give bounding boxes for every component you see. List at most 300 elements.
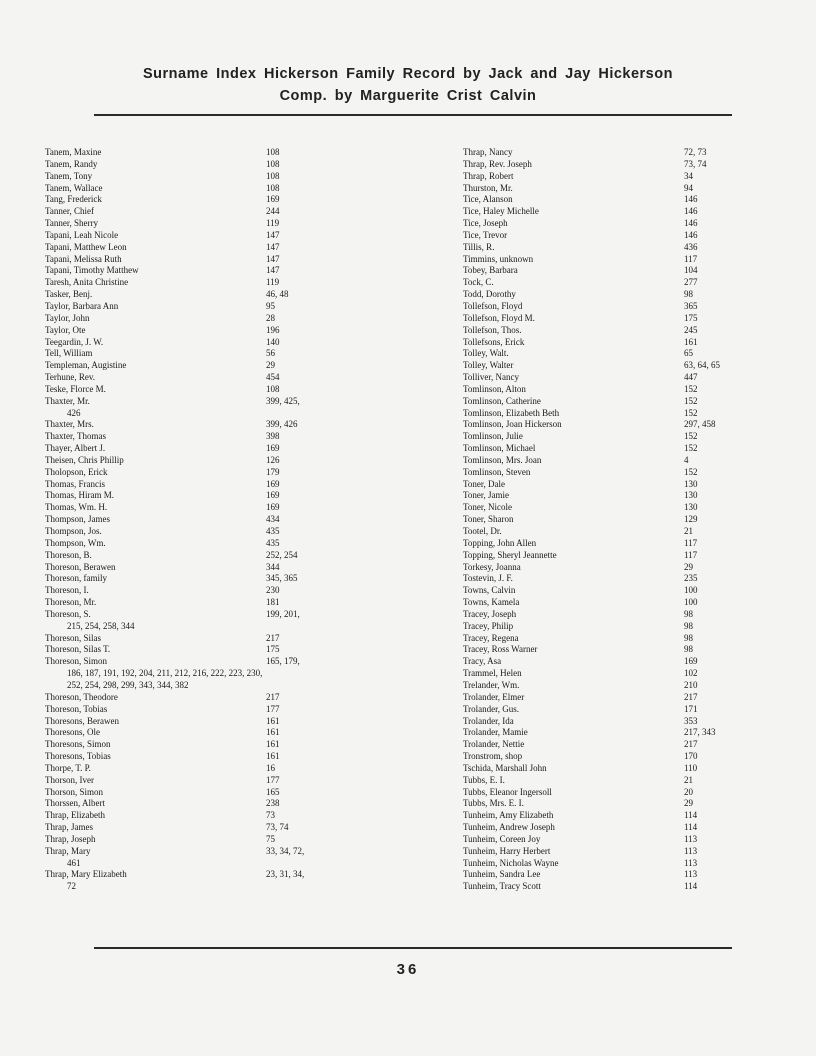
entry-name: Tracey, Philip (463, 620, 514, 631)
entry-name: Tunheim, Andrew Joseph (463, 822, 555, 833)
index-entry (463, 585, 743, 597)
index-entry (45, 763, 375, 775)
entry-pages: 170 (684, 751, 698, 762)
entry-pages: 4 (684, 454, 689, 465)
footer-rule (94, 947, 732, 949)
entry-name: Trammel, Helen (463, 668, 522, 679)
entry-name: Tanner, Sherry (45, 218, 98, 229)
index-entry (463, 704, 743, 716)
entry-name: Thrap, Rev. Joseph (463, 158, 532, 169)
index-entry (463, 301, 743, 313)
entry-name: Thompson, Jos. (45, 526, 102, 536)
entry-pages: 146 (684, 206, 698, 217)
entry-pages: 33, 34, 72, (266, 845, 305, 856)
index-entry (463, 443, 743, 455)
entry-pages: 152 (684, 395, 698, 406)
entry-pages: 29 (684, 561, 693, 572)
entry-name: Thoresons, Berawen (45, 715, 119, 726)
entry-pages: 217 (266, 691, 280, 702)
entry-name: Todd, Dorothy (463, 289, 516, 300)
index-entry (463, 183, 743, 195)
entry-pages: 436 (684, 241, 698, 252)
entry-pages: 245 (684, 324, 698, 335)
index-entry (45, 490, 375, 502)
index-entry (463, 455, 743, 467)
entry-pages: 447 (684, 372, 698, 383)
index-entry (45, 206, 375, 218)
entry-name: Thrap, James (45, 822, 93, 833)
index-entry (463, 869, 743, 881)
entry-pages: 161 (266, 715, 280, 726)
index-entry (463, 822, 743, 834)
index-entry (463, 337, 743, 349)
entry-pages: 65 (684, 348, 693, 359)
entry-pages: 199, 201, (266, 608, 300, 619)
entry-pages: 114 (684, 822, 698, 833)
entry-name: Trolander, Elmer (463, 691, 525, 702)
entry-name: Taylor, Barbara Ann (45, 300, 119, 311)
entry-pages: 98 (684, 620, 693, 631)
entry-name: Thoreson, Mr. (45, 597, 97, 608)
entry-pages: 100 (684, 585, 698, 596)
index-entry (463, 633, 743, 645)
entry-pages: 435 (266, 526, 280, 536)
entry-name: Thrap, Elizabeth (45, 810, 105, 821)
entry-pages: 16 (266, 762, 275, 773)
index-entry (45, 443, 375, 455)
index-entry (45, 633, 375, 645)
entry-pages: 108 (266, 182, 280, 193)
entry-name: Thorssen, Albert (45, 798, 105, 809)
index-entry (45, 514, 375, 526)
index-entry (463, 254, 743, 266)
entry-pages: 175 (684, 312, 698, 323)
index-entry (45, 159, 375, 171)
entry-name: Thoreson, I. (45, 585, 89, 596)
entry-pages: 398 (266, 431, 280, 442)
entry-name: Teske, Florce M. (45, 383, 106, 394)
index-entry (463, 479, 743, 491)
entry-name: Thomas, Hiram M. (45, 490, 114, 501)
entry-name: Tunheim, Amy Elizabeth (463, 810, 554, 821)
entry-name: Teegardin, J. W. (45, 336, 104, 347)
index-entry (463, 775, 743, 787)
entry-pages: 152 (684, 466, 698, 477)
entry-pages: 252, 254 (266, 549, 298, 560)
index-entry (463, 502, 743, 514)
entry-pages: 63, 64, 65 (684, 360, 720, 371)
entry-pages: 119 (266, 218, 280, 229)
entry-name: Tunheim, Tracy Scott (463, 881, 541, 892)
index-column-left (45, 147, 375, 893)
entry-pages: 169 (266, 502, 280, 513)
index-entry (45, 739, 375, 751)
entry-pages: 169 (266, 194, 280, 205)
index-entry (463, 573, 743, 585)
index-entry (45, 313, 375, 325)
index-entry (45, 538, 375, 550)
entry-name: Thoreson, Berawen (45, 561, 116, 572)
entry-name: Thompson, James (45, 514, 110, 525)
entry-name: Tanem, Wallace (45, 182, 103, 193)
entry-name: Tice, Trevor (463, 229, 508, 240)
entry-name: Tomlinson, Mrs. Joan (463, 454, 542, 465)
index-entry (45, 751, 375, 763)
entry-pages: 73, 74 (684, 158, 707, 169)
entry-name: Tomlinson, Julie (463, 431, 523, 442)
entry-pages: 34 (684, 170, 693, 181)
entry-pages: 147 (266, 241, 280, 252)
index-entry (463, 692, 743, 704)
index-entry (45, 727, 375, 739)
entry-name: Thoreson, S. (45, 608, 91, 619)
index-entry (463, 727, 743, 739)
entry-name: Thorson, Simon (45, 786, 104, 797)
entry-name: Taylor, John (45, 312, 90, 323)
index-entry (463, 230, 743, 242)
index-entry (463, 265, 743, 277)
entry-name: Tunheim, Harry Herbert (463, 845, 551, 856)
entry-name: Thoreson, Theodore (45, 691, 118, 702)
entry-pages-continued: 461 (67, 857, 81, 868)
index-entry (45, 869, 375, 893)
index-entry (45, 787, 375, 799)
index-entry (45, 419, 375, 431)
entry-name: Tollefsons, Erick (463, 336, 525, 347)
entry-name: Trelander, Wm. (463, 679, 520, 690)
index-entry (463, 147, 743, 159)
entry-pages: 102 (684, 668, 698, 679)
entry-pages: 353 (684, 715, 698, 726)
entry-pages: 171 (684, 703, 698, 714)
entry-pages: 117 (684, 253, 698, 264)
index-entry (463, 810, 743, 822)
entry-name: Tunheim, Sandra Lee (463, 869, 541, 880)
index-entry (463, 881, 743, 893)
entry-name: Tillis, R. (463, 241, 495, 252)
index-entry (463, 325, 743, 337)
entry-name: Trolander, Gus. (463, 703, 520, 714)
index-entry (463, 597, 743, 609)
index-entry (463, 846, 743, 858)
entry-pages: 108 (266, 383, 280, 394)
entry-pages: 399, 425, (266, 395, 300, 406)
entry-name: Tracy, Asa (463, 656, 502, 667)
entry-name: Tice, Haley Michelle (463, 206, 539, 217)
entry-pages: 345, 365 (266, 573, 298, 584)
index-entry (463, 218, 743, 230)
index-entry (463, 277, 743, 289)
entry-name: Tubbs, Eleanor Ingersoll (463, 786, 552, 797)
entry-name: Tanem, Maxine (45, 147, 102, 157)
entry-name: Tomlinson, Steven (463, 466, 531, 477)
entry-pages: 130 (684, 502, 698, 513)
index-entry (45, 716, 375, 728)
entry-pages: 23, 31, 34, (266, 869, 305, 880)
entry-pages: 344 (266, 561, 280, 572)
entry-pages: 114 (684, 881, 698, 892)
index-entry (463, 858, 743, 870)
entry-name: Tubbs, E. I. (463, 774, 505, 785)
header-rule (94, 114, 732, 116)
index-entry (463, 514, 743, 526)
index-entry (463, 609, 743, 621)
entry-name: Tollefson, Thos. (463, 324, 522, 335)
entry-name: Trolander, Mamie (463, 727, 528, 738)
entry-pages: 217, 343 (684, 727, 716, 738)
entry-name: Theisen, Chris Phillip (45, 454, 124, 465)
entry-pages: 95 (266, 300, 275, 311)
entry-pages: 365 (684, 300, 698, 311)
index-entry (463, 384, 743, 396)
entry-name: Thoreson, B. (45, 549, 92, 560)
entry-pages: 113 (684, 857, 698, 868)
entry-name: Tomlinson, Joan Hickerson (463, 419, 562, 430)
index-entry (45, 775, 375, 787)
entry-name: Tapani, Matthew Leon (45, 241, 127, 252)
entry-name: Taresh, Anita Christine (45, 277, 129, 288)
entry-name: Thrap, Nancy (463, 147, 513, 157)
index-entry (45, 834, 375, 846)
entry-name: Towns, Kamela (463, 597, 520, 608)
entry-name: Tunheim, Nicholas Wayne (463, 857, 559, 868)
index-entry (45, 384, 375, 396)
entry-name: Torkesy, Joanna (463, 561, 521, 572)
entry-name: Tapani, Leah Nicole (45, 229, 119, 240)
entry-pages: 21 (684, 774, 693, 785)
index-entry (45, 254, 375, 266)
entry-name: Thoreson, Simon (45, 656, 107, 667)
entry-pages: 75 (266, 833, 275, 844)
index-entry (45, 431, 375, 443)
entry-pages: 196 (266, 324, 280, 335)
entry-pages: 152 (684, 383, 698, 394)
index-entry (463, 206, 743, 218)
index-entry (45, 656, 375, 692)
entry-name: Tronstrom, shop (463, 751, 523, 762)
index-entry (463, 242, 743, 254)
entry-pages: 98 (684, 608, 693, 619)
entry-pages: 177 (266, 774, 280, 785)
index-entry (463, 490, 743, 502)
index-entry (463, 313, 743, 325)
index-column-right (463, 147, 743, 893)
entry-pages: 100 (684, 597, 698, 608)
index-entry (463, 159, 743, 171)
index-entry (463, 171, 743, 183)
index-entry (463, 467, 743, 479)
index-entry (45, 609, 375, 633)
entry-pages: 98 (684, 644, 693, 655)
entry-name: Tolley, Walt. (463, 348, 509, 359)
index-entry (45, 704, 375, 716)
entry-pages: 169 (266, 478, 280, 489)
entry-pages: 169 (266, 490, 280, 501)
entry-name: Tomlinson, Elizabeth Beth (463, 407, 560, 418)
entry-name: Tollefson, Floyd M. (463, 312, 535, 323)
index-entry (45, 325, 375, 337)
entry-name: Tracey, Joseph (463, 608, 517, 619)
index-entry (463, 739, 743, 751)
index-entry (463, 716, 743, 728)
entry-name: Trolander, Ida (463, 715, 514, 726)
entry-name: Trolander, Nettie (463, 739, 525, 750)
entry-name: Tice, Alanson (463, 194, 513, 205)
index-entry (45, 526, 375, 538)
entry-name: Timmins, unknown (463, 253, 534, 264)
entry-name: Tobey, Barbara (463, 265, 518, 276)
entry-pages: 161 (684, 336, 698, 347)
entry-pages: 21 (684, 526, 693, 536)
entry-pages: 98 (684, 632, 693, 643)
index-entry (45, 277, 375, 289)
entry-name: Tollefson, Floyd (463, 300, 523, 311)
entry-pages: 230 (266, 585, 280, 596)
entry-pages: 108 (266, 147, 280, 157)
entry-pages-continued: 252, 254, 298, 299, 343, 344, 382 (67, 679, 189, 690)
entry-pages: 126 (266, 454, 280, 465)
entry-pages: 147 (266, 253, 280, 264)
entry-name: Thayer, Albert J. (45, 443, 106, 454)
entry-pages: 29 (684, 798, 693, 809)
entry-pages-continued: 72 (67, 881, 76, 892)
entry-pages: 20 (684, 786, 693, 797)
entry-pages: 210 (684, 679, 698, 690)
entry-pages: 434 (266, 514, 280, 525)
entry-pages: 179 (266, 466, 280, 477)
entry-name: Thrap, Joseph (45, 833, 96, 844)
entry-name: Toner, Dale (463, 478, 505, 489)
entry-name: Tomlinson, Michael (463, 443, 536, 454)
index-entry (463, 656, 743, 668)
entry-pages: 130 (684, 478, 698, 489)
entry-pages: 146 (684, 229, 698, 240)
index-entry (45, 230, 375, 242)
entry-pages: 130 (684, 490, 698, 501)
index-entry (45, 242, 375, 254)
entry-pages: 73, 74 (266, 822, 289, 833)
entry-name: Tasker, Benj. (45, 289, 93, 300)
entry-pages: 175 (266, 644, 280, 655)
index-entry (45, 810, 375, 822)
entry-name: Tomlinson, Catherine (463, 395, 541, 406)
entry-name: Tice, Joseph (463, 218, 508, 229)
document-title: Surname Index Hickerson Family Record by Jack and Jay Hickerson (143, 66, 673, 82)
entry-pages-continued: 426 (67, 407, 81, 418)
index-entry (45, 337, 375, 349)
index-entry (45, 846, 375, 870)
index-entry (45, 479, 375, 491)
index-entry (463, 550, 743, 562)
entry-name: Tostevin, J. F. (463, 573, 513, 584)
entry-name: Terhune, Rev. (45, 372, 96, 383)
entry-name: Thrap, Robert (463, 170, 514, 181)
entry-pages: 217 (684, 691, 698, 702)
entry-pages: 169 (266, 443, 280, 454)
entry-name: Thoreson, Tobias (45, 703, 108, 714)
entry-name: Toner, Jamie (463, 490, 509, 501)
entry-name: Thoresons, Simon (45, 739, 111, 750)
entry-pages: 72, 73 (684, 147, 707, 157)
entry-name: Thoresons, Ole (45, 727, 100, 738)
entry-pages: 217 (266, 632, 280, 643)
entry-name: Thaxter, Mrs. (45, 419, 94, 430)
entry-name: Thorson, Iver (45, 774, 94, 785)
entry-name: Thurston, Mr. (463, 182, 513, 193)
entry-pages: 140 (266, 336, 280, 347)
entry-pages: 454 (266, 372, 280, 383)
index-entry (463, 431, 743, 443)
page-number: 36 (396, 961, 420, 978)
entry-pages: 165 (266, 786, 280, 797)
entry-name: Taylor, Ote (45, 324, 86, 335)
index-entry (463, 644, 743, 656)
index-entry (45, 265, 375, 277)
entry-name: Tootel, Dr. (463, 526, 502, 536)
entry-name: Thomas, Wm. H. (45, 502, 108, 513)
entry-pages: 56 (266, 348, 275, 359)
entry-name: Tanem, Randy (45, 158, 98, 169)
index-entry (45, 218, 375, 230)
index-entry (45, 194, 375, 206)
index-entry (45, 183, 375, 195)
entry-name: Thrap, Mary Elizabeth (45, 869, 127, 880)
entry-name: Thrap, Mary (45, 845, 91, 856)
index-entry (463, 396, 743, 408)
entry-pages: 238 (266, 798, 280, 809)
index-entry (463, 798, 743, 810)
entry-name: Thoreson, family (45, 573, 107, 584)
entry-name: Thoreson, Silas T. (45, 644, 111, 655)
entry-name: Towns, Calvin (463, 585, 516, 596)
entry-name: Tunheim, Coreen Joy (463, 833, 541, 844)
entry-name: Tomlinson, Alton (463, 383, 526, 394)
entry-name: Thaxter, Mr. (45, 395, 90, 406)
entry-pages: 435 (266, 537, 280, 548)
entry-pages: 110 (684, 762, 698, 773)
index-entry (463, 372, 743, 384)
entry-pages-continued: 215, 254, 258, 344 (67, 620, 135, 631)
index-entry (463, 668, 743, 680)
entry-pages: 169 (684, 656, 698, 667)
index-entry (45, 372, 375, 384)
index-entry (463, 526, 743, 538)
entry-pages: 113 (684, 869, 698, 880)
index-entry (45, 396, 375, 420)
entry-name: Tock, C. (463, 277, 494, 288)
entry-pages: 28 (266, 312, 275, 323)
index-entry (45, 562, 375, 574)
entry-pages: 152 (684, 431, 698, 442)
index-entry (45, 301, 375, 313)
entry-pages: 98 (684, 289, 693, 300)
entry-name: Tubbs, Mrs. E. I. (463, 798, 524, 809)
index-entry (463, 194, 743, 206)
entry-name: Thoreson, Silas (45, 632, 101, 643)
entry-name: Tapani, Timothy Matthew (45, 265, 139, 276)
index-entry (45, 822, 375, 834)
index-entry (45, 467, 375, 479)
index-entry (463, 834, 743, 846)
index-entry (45, 171, 375, 183)
index-entry (463, 562, 743, 574)
entry-name: Topping, Sheryl Jeannette (463, 549, 557, 560)
entry-name: Tell, William (45, 348, 93, 359)
entry-pages: 399, 426 (266, 419, 298, 430)
entry-pages: 161 (266, 751, 280, 762)
entry-name: Tanner, Chief (45, 206, 94, 217)
entry-pages: 146 (684, 194, 698, 205)
